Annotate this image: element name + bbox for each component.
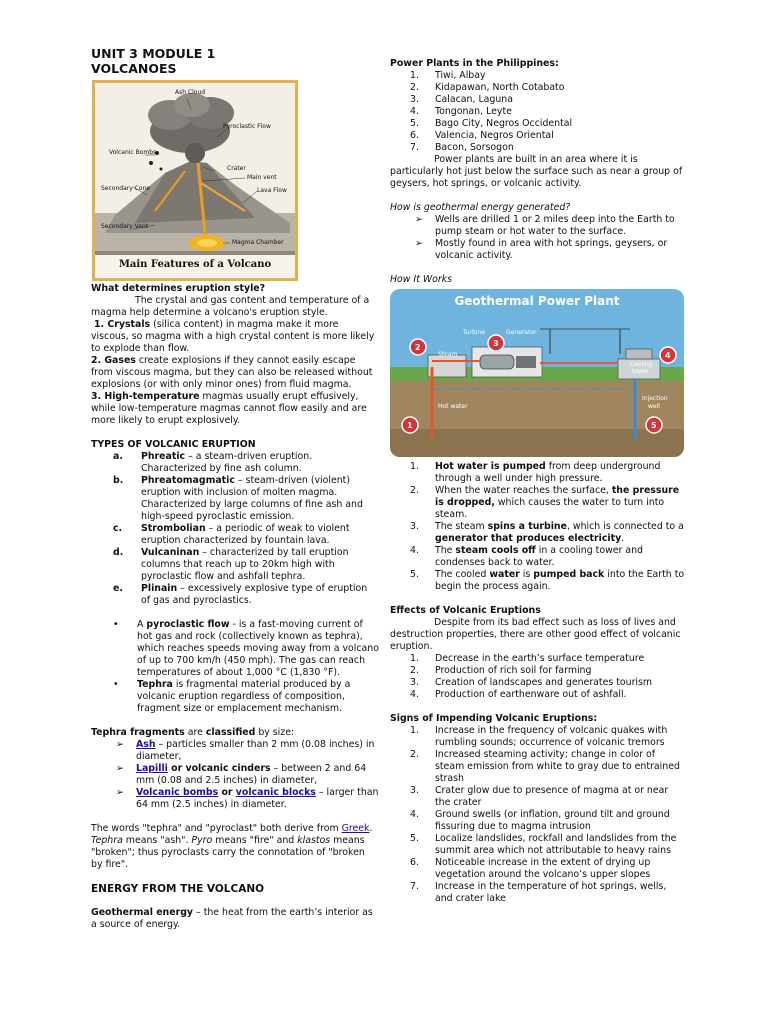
unit-title: UNIT 3 MODULE 1 [91,46,216,61]
list-item: 3. Calacan, Laguna [410,94,513,105]
list-item: ➢ Lapilli or volcanic cinders – between 2 and 64 mm (0.08 and 2.5 inches) in diameter, [116,763,367,786]
types-heading: TYPES OF VOLCANIC ERUPTION [91,439,256,450]
signs-heading: Signs of Impending Volcanic Eruptions: [390,713,598,724]
generator-label: Generator [506,329,537,336]
injection-label: Injection [642,395,668,402]
list-item: 3. Creation of landscapes and generates tourism [410,677,653,688]
geothermal-definition: Geothermal energy – the heat from the earth’s interior as a source of energy. [91,907,373,930]
eruption-heading: What determines eruption style? [91,283,266,294]
effects-list [390,653,685,701]
list-item: 5. Localize landslides, rockfall and landslides from the summit area which not attributable to heavy rains [410,833,677,856]
badge-5: 5 [651,421,657,430]
badge-1: 1 [407,421,413,430]
list-item: 1. Tiwi, Albay [410,70,486,81]
label-main-vent: Main vent [247,174,277,181]
label-secondary-cone: Secondary Cone [101,185,151,192]
topic-title: VOLCANOES [91,61,177,76]
figure-caption: Main Features of a Volcano [118,259,272,270]
how-it-works-label: How It Works [390,274,453,285]
badge-4: 4 [665,351,671,360]
list-item: ➢ Ash – particles smaller than 2 mm (0.08 inches) in diameter, [116,739,375,762]
eruption-point-2: 2. Gases create explosions if they cannot easily escape from viscous magma, but they can also be released without explosions (or with only minor ones) from fluid magma. [91,355,373,390]
label-ash-cloud: Ash Cloud [175,89,206,96]
lapilli-link[interactable]: Lapilli [136,763,168,774]
etymology-paragraph: The words "tephra" and "pyroclast" both derive from Greek. Tephra means "ash". Pyro means "fire" and klastos means "broken"; thus pyroclasts carry the connotation of "broken by fire". [91,823,373,870]
badge-3: 3 [493,339,499,348]
signs-list [390,725,685,905]
list-item: a. Phreatic – a steam-driven eruption. Characterized by fine ash column. [113,451,313,474]
well-label: well [648,403,660,410]
effects-paragraph: Despite from its bad effect such as loss of lives and destruction properties, there are other good effect of volcanic eruption. [390,617,681,652]
cooling-label: Cooling [630,361,653,368]
list-item: 3. The steam spins a turbine, which is connected to a generator that produces electricity. [410,521,684,544]
geo-title: Geothermal Power Plant [454,294,620,308]
list-item: b. Phreatomagmatic – steam-driven (violent) eruption with inclusion of molten magma. Characterized by large columns of fine ash and high-speed pyroclastic emission. [113,475,363,522]
list-item: • Tephra is fragmental material produced by a volcanic eruption regardless of composition, fragment size or emplacement mechanism. [113,679,351,714]
list-item: 3. Crater glow due to presence of magma at or near the crater [410,785,669,808]
list-item: • A pyroclastic flow - is a fast-moving current of hot gas and rock (collectively known as tephra), which reaches speeds moving away from a volcano of up to 700 km/h (450 mph). The gas can reach temperatures of about 1,000 °C (1,830 °F). [113,619,379,678]
tephra-heading: Tephra fragments are classified by size: [91,727,295,738]
label-pyroclastic-flow: Pyroclastic Flow [223,123,271,130]
left-column [91,46,379,931]
list-item: 4. The steam cools off in a cooling tower and condenses back to water. [410,545,643,568]
types-list [91,451,379,607]
steam-label: Steam [438,351,458,358]
effects-heading: Effects of Volcanic Eruptions [390,605,541,616]
list-item: 5. The cooled water is pumped back into the Earth to begin the process again. [410,569,685,592]
list-item: 6. Noticeable increase in the extent of drying up vegetation around the volcano’s upper slopes [410,857,651,880]
label-lava-flow: Lava Flow [257,187,287,194]
eruption-point-1: 1. Crystals (silica content) in magma make it more viscous, so magma with a high crystal content is more likely to explode than flow. [91,319,375,354]
tower-label: tower [632,368,650,375]
volcanic-bombs-link[interactable]: Volcanic bombs [136,787,219,798]
plants-list [390,70,685,154]
generated-list [390,214,685,262]
tephra-list [91,739,379,811]
plants-paragraph: Power plants are built in an area where it is particularly hot just below the surface such as near a group of geysers, hot springs, or volcanic activity. [390,154,683,189]
list-item: 1. Increase in the frequency of volcanic quakes with rumbling sounds; occurrence of volcanic tremors [410,725,668,748]
list-item: 2. Increased steaming activity; change in color of steam emission from white to gray due to entrained strash [410,749,680,784]
list-item: 7. Increase in the temperature of hot springs, wells, and crater lake [410,881,667,904]
list-item: ➢ Volcanic bombs or volcanic blocks – larger than 64 mm (2.5 inches) in diameter. [116,787,379,810]
volcanic-blocks-link[interactable]: volcanic blocks [235,787,316,798]
steps-list [390,461,685,593]
label-crater: Crater [227,165,246,172]
label-secondary-vent: Secondary Vent [101,223,149,230]
list-item: c. Strombolian – a periodic of weak to violent eruption characterized by fountain lava. [113,523,350,546]
eruption-intro: The crystal and gas content and temperature of a magma help determine a volcano's eruption style. [91,295,370,318]
ash-link[interactable]: Ash [136,739,156,750]
list-item: 7. Bacon, Sorsogon [410,142,514,153]
list-item: 1. Decrease in the earth’s surface temperature [410,653,645,664]
list-item: 1. Hot water is pumped from deep underground through a well under high pressure. [410,461,661,484]
turbine-label: Turbine [463,329,485,336]
energy-heading: ENERGY FROM THE VOLCANO [91,883,265,895]
list-item: ➢ Mostly found in area with hot springs, geysers, or volcanic activity. [415,238,668,261]
list-item: 4. Ground swells (or inflation, ground tilt and ground fissuring due to magma intrusion [410,809,670,832]
list-item: 4. Tongonan, Leyte [410,106,512,117]
label-magma-chamber: Magma Chamber [232,239,284,246]
list-item: d. Vulcaninan – characterized by tall eruption columns that reach up to 20km high with pyroclastic flow and ashfall tephra. [113,547,349,582]
volcano-diagram [92,80,298,281]
definitions-list [91,619,379,715]
list-item: 2. When the water reaches the surface, the pressure is dropped, which causes the water to turn into steam. [410,485,680,520]
list-item: 2. Kidapawan, North Cotabato [410,82,565,93]
right-column [390,58,685,905]
list-item: 6. Valencia, Negros Oriental [410,130,554,141]
list-item: 2. Production of rich soil for farming [410,665,592,676]
hot-water-label: Hot water [438,403,468,410]
list-item: ➢ Wells are drilled 1 or 2 miles deep into the Earth to pump steam or hot water to the surface. [415,214,675,237]
generated-question: How is geothermal energy generated? [390,202,571,213]
list-item: 5. Bago City, Negros Occidental [410,118,573,129]
eruption-point-3: 3. High-temperature magmas usually erupt effusively, while low-temperature magmas cannot flow easily and are more likely to erupt explosively. [91,391,367,426]
list-item: 4. Production of earthenware out of ashfall. [410,689,627,700]
list-item: e. Plinain – excessively explosive type of eruption of gas and pyroclastics. [113,583,368,606]
greek-link[interactable]: Greek [341,823,370,834]
plants-heading: Power Plants in the Philippines: [390,58,559,69]
badge-2: 2 [415,343,421,352]
label-volcanic-bombs: Volcanic Bombs [109,149,157,156]
geothermal-diagram [390,289,684,457]
